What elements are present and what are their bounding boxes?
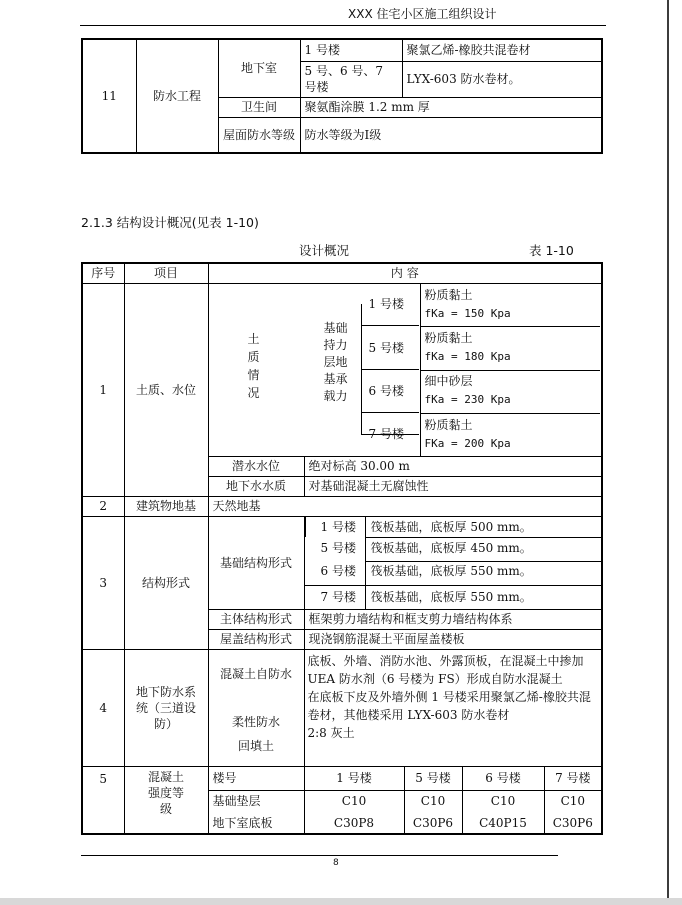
slab-label: 地下室底板 [208, 812, 304, 834]
cushion-label: 基础垫层 [208, 790, 304, 812]
slab-bld6: C40P15 [462, 812, 544, 834]
page-number: 8 [333, 858, 339, 868]
flexible-waterproof-value: 在底板下皮及外墙外侧 1 号楼采用聚氯乙烯-橡胶共混卷材，其他楼采用 LYX-603 防水卷材 [307, 689, 591, 722]
bld567-material: LYX-603 防水卷材。 [402, 61, 602, 97]
bld5-header: 5 号楼 [404, 766, 462, 790]
bearing-label: 基础持力层地基承载力 [323, 320, 348, 403]
cushion-bld7: C10 [544, 790, 602, 812]
flexible-waterproof-label: 柔性防水 [231, 714, 280, 729]
groundwater-quality-label: 地下水水质 [208, 476, 304, 496]
r1-bld7-fka: FKa = 200 Kpa [424, 436, 511, 450]
header-content: 内 容 [208, 263, 602, 283]
r3-bld6-value: 筏板基础，底板厚 550 mm。 [370, 563, 532, 578]
phreatic-label: 潜水水位 [208, 456, 304, 476]
r3-bld5: 5 号楼 [320, 540, 356, 555]
r3-bld7-value: 筏板基础，底板厚 550 mm。 [370, 589, 532, 604]
foundation-block [305, 517, 602, 609]
bathroom-label: 卫生间 [218, 97, 300, 117]
main-structure-value: 框架剪力墙结构和框支剪力墙结构体系 [304, 609, 602, 629]
roof-structure-label: 屋盖结构形式 [208, 629, 304, 649]
backfill-value: 2:8 灰土 [307, 725, 355, 740]
soil-block [209, 284, 602, 456]
r4-item: 地下防水系统（三道设防） [124, 649, 208, 766]
r2-no: 2 [82, 496, 124, 516]
bld-header-label: 楼号 [208, 766, 304, 790]
r1-bld6-soil: 细中砂层 [424, 373, 473, 388]
bld1-header: 1 号楼 [304, 766, 404, 790]
r3-bld5-value: 筏板基础，底板厚 450 mm。 [370, 540, 532, 555]
page-edge [667, 0, 669, 905]
r1-bld1-fka: fKa = 150 Kpa [424, 306, 511, 320]
row-no: 11 [82, 39, 136, 153]
page-bottom-margin [0, 898, 682, 905]
r5-no: 5 [82, 766, 124, 834]
slab-bld7: C30P6 [544, 812, 602, 834]
slab-bld5: C30P6 [404, 812, 462, 834]
cushion-bld1: C10 [304, 790, 404, 812]
r4-labels [209, 650, 304, 766]
r1-bld1-soil: 粉质黏土 [424, 287, 473, 302]
bld7-header: 7 号楼 [544, 766, 602, 790]
cushion-bld6: C10 [462, 790, 544, 812]
roof-waterproof-label: 屋面防水等级 [218, 117, 300, 153]
footer-rule [81, 855, 558, 856]
bathroom-value: 聚氨酯涂膜 1.2 mm 厚 [300, 97, 602, 117]
r1-bld5: 5 号楼 [368, 340, 404, 355]
design-overview-table [81, 262, 603, 835]
r1-bld5-fka: fKa = 180 Kpa [424, 349, 511, 363]
r5-item: 混凝土强度等级 [124, 766, 208, 834]
r3-bld6: 6 号楼 [320, 563, 356, 578]
r3-item: 结构形式 [124, 516, 208, 649]
r4-no: 4 [82, 649, 124, 766]
groundwater-quality-value: 对基础混凝土无腐蚀性 [304, 476, 602, 496]
r1-bld5-soil: 粉质黏土 [424, 330, 473, 345]
cushion-bld5: C10 [404, 790, 462, 812]
page-header-title: XXX 住宅小区施工组织设计 [348, 7, 497, 21]
r1-bld6-fka: fKa = 230 Kpa [424, 392, 511, 406]
roof-structure-value: 现浇钢筋混凝土平面屋盖楼板 [304, 629, 602, 649]
main-structure-label: 主体结构形式 [208, 609, 304, 629]
roof-waterproof-value: 防水等级为Ⅰ级 [300, 117, 602, 153]
r4-values [305, 650, 602, 766]
phreatic-value: 绝对标高 30.00 m [304, 456, 602, 476]
header-no: 序号 [82, 263, 124, 283]
slab-bld1: C30P8 [304, 812, 404, 834]
r3-bld1: 1 号楼 [320, 519, 356, 534]
backfill-label: 回填土 [237, 738, 274, 753]
header-rule [80, 25, 606, 26]
bld1-material: 聚氯乙烯-橡胶共混卷材 [402, 39, 602, 61]
bld1-label: 1 号楼 [300, 39, 402, 61]
concrete-self-waterproof-value: 底板、外墙、消防水池、外露顶板，在混凝土中掺加 UEA 防水剂（6 号楼为 FS）形成自防水混凝土 [307, 653, 584, 686]
basement-label: 地下室 [218, 39, 300, 97]
r1-no: 1 [82, 283, 124, 496]
r1-bld7-soil: 粉质黏土 [424, 417, 473, 432]
foundation-label: 基础结构形式 [208, 516, 304, 609]
table-number: 表 1-10 [529, 243, 574, 258]
r3-bld1-value: 筏板基础，底板厚 500 mm。 [370, 519, 532, 534]
r3-no: 3 [82, 516, 124, 649]
r2-value: 天然地基 [208, 496, 602, 516]
r3-bld7: 7 号楼 [320, 589, 356, 604]
r2-item: 建筑物地基 [124, 496, 208, 516]
r1-bld1: 1 号楼 [368, 296, 404, 311]
table-caption: 设计概况 [299, 243, 350, 258]
waterproofing-table [81, 38, 603, 154]
concrete-self-waterproof-label: 混凝土自防水 [219, 666, 292, 681]
header-item: 项目 [124, 263, 208, 283]
r1-item: 土质、水位 [124, 283, 208, 496]
bld6-header: 6 号楼 [462, 766, 544, 790]
r1-bld7: 7 号楼 [368, 426, 404, 441]
r1-bld6: 6 号楼 [368, 383, 404, 398]
section-title: 2.1.3 结构设计概况(见表 1-10) [81, 215, 259, 230]
soil-label: 土质情况 [247, 331, 260, 400]
row-item: 防水工程 [136, 39, 218, 153]
bld567-label: 5 号、6 号、7 号楼 [300, 61, 402, 97]
